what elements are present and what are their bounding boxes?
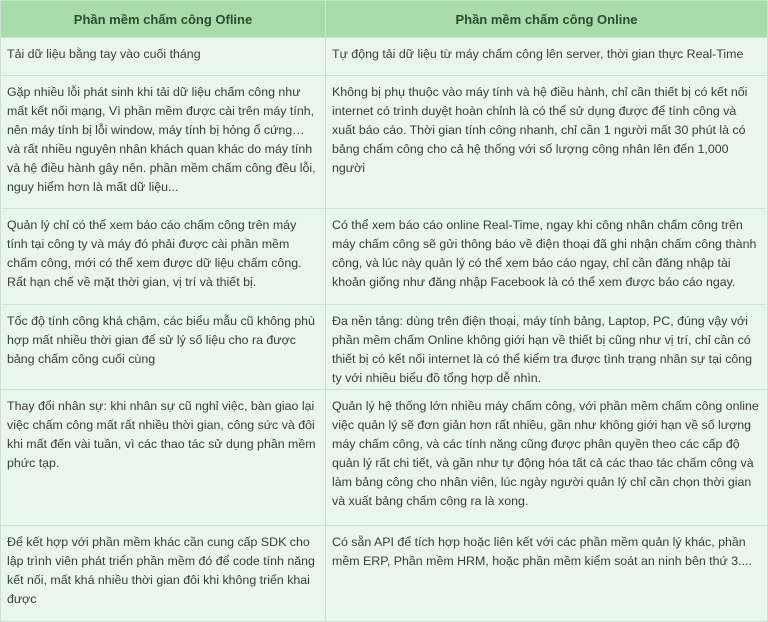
header-offline: Phần mềm chấm công Ofline — [1, 1, 326, 38]
table-row — [1, 305, 768, 390]
table-header-row — [1, 1, 768, 38]
cell-online: Quản lý hệ thống lớn nhiều máy chấm công, với phần mềm chấm công online việc quản lý sẽ đơn giản hơn rất nhiều, gần như không giới hạn về số lượng máy chấm công, và các tính năng cũng được phân quyền theo các cấp độ quản lý rất chi tiết, và gần như tự động hóa tất cả các thao tác chấm công và làm bảng công cho nhân viên, lúc ngày người quản lý chỉ cần chọn thời gian và xuất bảng chấm công ra là xong. — [326, 390, 768, 526]
cell-online: Không bị phụ thuộc vào máy tính và hệ điều hành, chỉ cần thiết bị có kết nối internet có trình duyệt hoàn chỉnh là có thể sử dụng được để tính công và xuất báo cáo. Thời gian tính công nhanh, chỉ cần 1 người mất 30 phút là có bảng chấm công cho cả hệ thống với số lượng công nhân lên đến 1,000 người — [326, 76, 768, 209]
table-row — [1, 209, 768, 305]
cell-offline: Gặp nhiều lỗi phát sinh khi tải dữ liệu chấm công như mất kết nối mạng, Vì phần mềm được cài trên máy tính, nên máy tính bị lỗi window, máy tính bị hỏng ổ cứng… và rất nhiều nguyên nhân khách quan khác do máy tính và hệ điều hành gây nên. phần mềm chấm công đều lỗi, nguy hiểm hơn là mất dữ liệu... — [1, 76, 326, 209]
cell-offline: Tốc độ tính công khá chậm, các biểu mẫu cũ không phù hợp mất nhiều thời gian để sử lý số liệu cho ra được bảng chấm công cuối cùng — [1, 305, 326, 390]
cell-online: Đa nền tảng: dùng trên điện thoại, máy tính bảng, Laptop, PC, đúng vậy với phần mềm chấm Online không giới hạn về thiết bị cũng như vị trí, chỉ cần có thiết bị có kết nối internet là có thể kiểm tra được tình trạng nhân sự tại công ty với nhiều biểu đồ tổng hợp dễ nhìn. — [326, 305, 768, 390]
cell-offline: Thay đổi nhân sự: khi nhân sự cũ nghỉ việc, bàn giao lại việc chấm công mất rất nhiều thời gian, công sức và đôi khi mất đến vài tuần, vì các thao tác sử dụng phần mềm phức tạp. — [1, 390, 326, 526]
cell-online: Có thể xem báo cáo online Real-Time, ngay khi công nhân chấm công trên máy chấm công sẽ gửi thông báo về điện thoại đã ghi nhận chấm công thành công, và lúc này quản lý có thể xem báo cáo ngay, chỉ cần đăng nhập tài khoản giống như đăng nhập Facebook là có thể xem được báo cáo ngay. — [326, 209, 768, 305]
cell-online: Có sẵn API để tích hợp hoặc liên kết với các phần mềm quản lý khác, phần mềm ERP, Phần mềm HRM, hoặc phần mềm kiểm soát an ninh bên thứ 3.... — [326, 526, 768, 622]
header-online: Phần mềm chấm công Online — [326, 1, 768, 38]
cell-offline: Quản lý chỉ có thể xem báo cáo chấm công trên máy tính tại công ty và máy đó phải được cài phần mềm chấm công, mới có thể xem được dữ liệu chấm công. Rất hạn chế về mặt thời gian, vị trí và thiết bị. — [1, 209, 326, 305]
table-row — [1, 390, 768, 526]
cell-online: Tự động tải dữ liệu từ máy chấm công lên server, thời gian thực Real-Time — [326, 38, 768, 76]
table-row — [1, 526, 768, 622]
table-row — [1, 76, 768, 209]
table-row — [1, 38, 768, 76]
cell-offline: Tải dữ liệu bằng tay vào cuối tháng — [1, 38, 326, 76]
cell-offline: Để kết hợp với phần mềm khác cần cung cấp SDK cho lập trình viên phát triển phần mềm đó để code tính năng kết nối, mất khá nhiều thời gian đôi khi không triển khai được — [1, 526, 326, 622]
